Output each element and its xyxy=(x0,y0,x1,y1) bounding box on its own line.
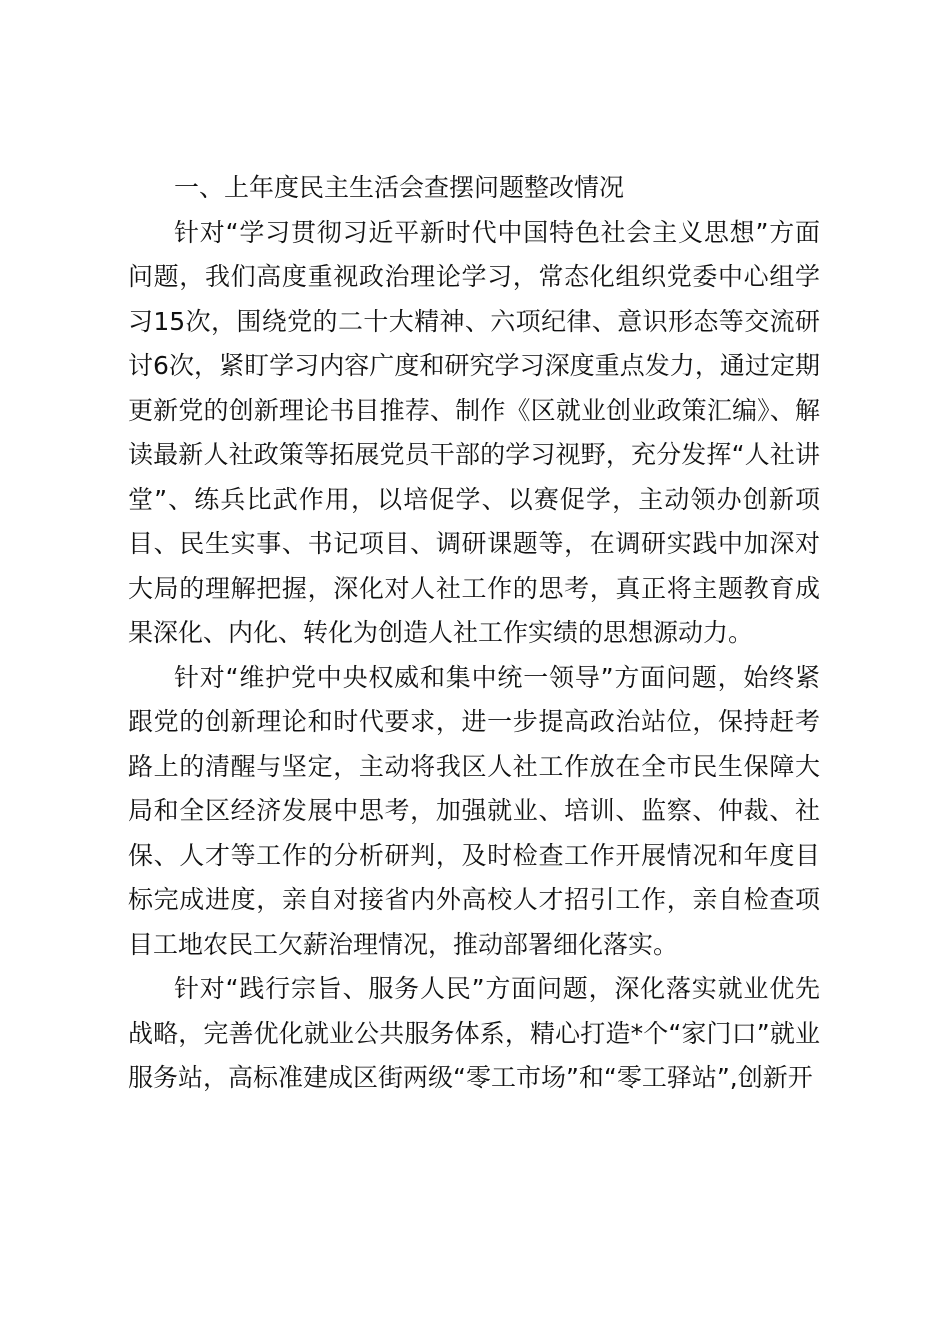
section-heading: 一、上年度民主生活会查摆问题整改情况 xyxy=(174,173,625,202)
paragraph-service: 针对“践行宗旨、服务人民”方面问题，深化落实就业优先战略，完善优化就业公共服务体系，精心打造*个“家门口”就业服务站，高标准建成区街两级“零工市场”和“零工驿站”,创新开 xyxy=(128,974,820,1092)
paragraph-authority: 针对“维护党中央权威和集中统一领导”方面问题，始终紧跟党的创新理论和时代要求，进一步提高政治站位，保持赶考路上的清醒与坚定，主动将我区人社工作放在全市民生保障大局和全区经济发展中思考，加强就业、培训、监察、仲裁、社保、人才等工作的分析研判，及时检查工作开展情况和年度目标完成进度，亲自对接省内外高校人才招引工作，亲自检查项目工地农民工欠薪治理情况，推动部署细化落实。 xyxy=(128,662,820,959)
document-body xyxy=(128,166,820,1101)
paragraph-study: 针对“学习贯彻习近平新时代中国特色社会主义思想”方面问题，我们高度重视政治理论学习，常态化组织党委中心组学习15次，围绕党的二十大精神、六项纪律、意识形态等交流研讨6次，紧盯学习内容广度和研究学习深度重点发力，通过定期更新党的创新理论书目推荐、制作《区就业创业政策汇编》、解读最新人社政策等拓展党员干部的学习视野，充分发挥“人社讲堂”、练兵比武作用，以培促学、以赛促学，主动领办创新项目、民生实事、书记项目、调研课题等，在调研实践中加深对大局的理解把握，深化对人社工作的思考，真正将主题教育成果深化、内化、转化为创造人社工作实绩的思想源动力。 xyxy=(128,217,820,647)
